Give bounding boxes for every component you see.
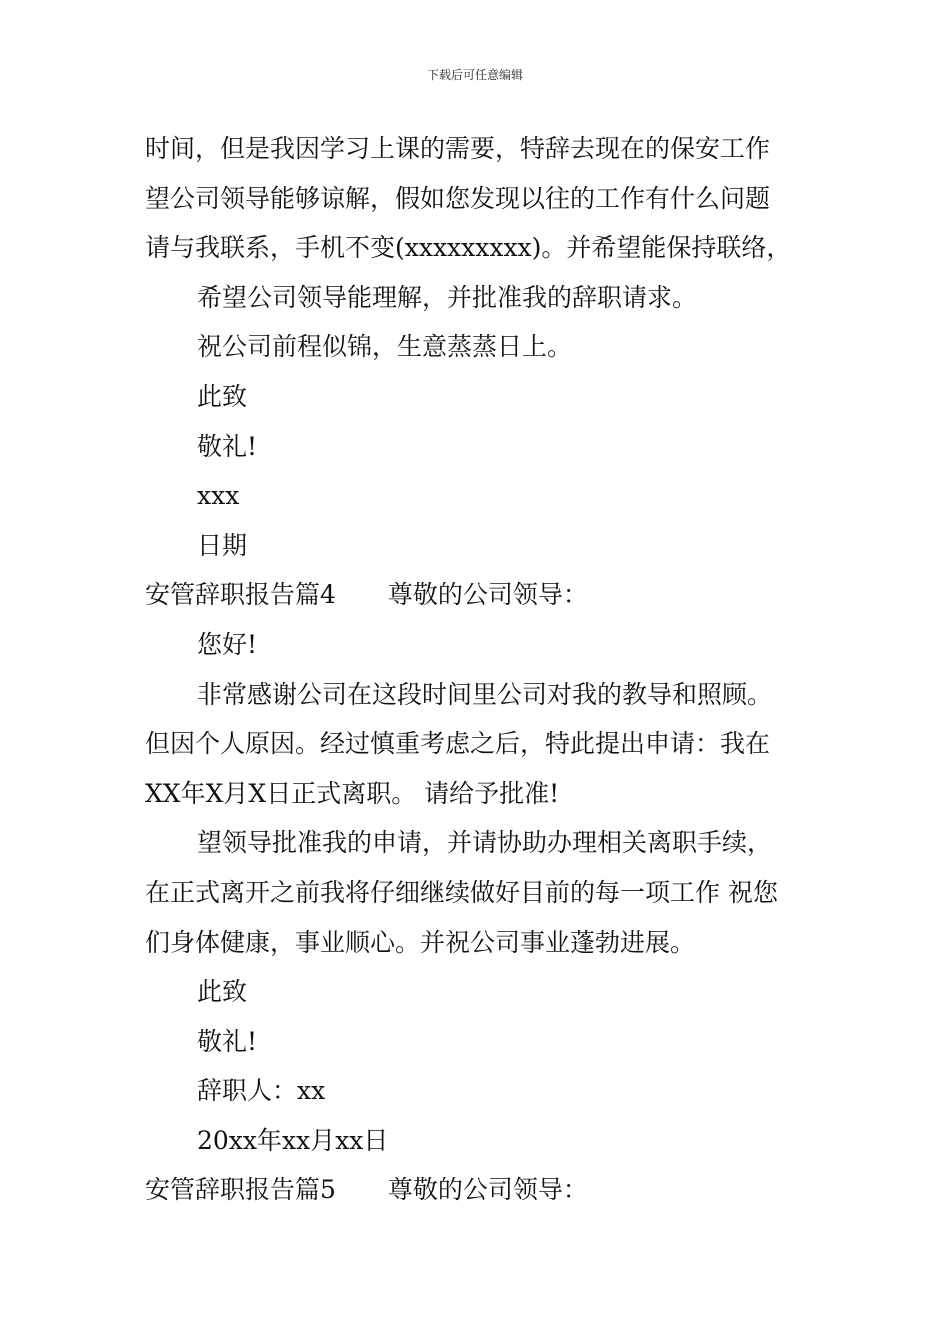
closing-line: 敬礼!	[197, 431, 258, 461]
paragraph-line: 时间，但是我因学习上课的需要，特辞去现在的保安工作	[145, 134, 771, 163]
paragraph-line: 但因个人原因。经过慎重考虑之后，特此提出申请：我在	[145, 729, 771, 759]
section-title: 安管辞职报告篇4	[145, 580, 336, 610]
greeting-line: 您好!	[197, 629, 258, 659]
signature-date: 20xx年xx月xx日	[197, 1125, 389, 1155]
paragraph-line: 希望公司领导能理解，并批准我的辞职请求。	[197, 282, 698, 312]
header-note: 下载后可任意编辑	[426, 68, 523, 82]
section-heading-4	[145, 570, 825, 620]
salutation: 尊敬的公司领导：	[387, 1175, 588, 1205]
document-body	[145, 124, 825, 1215]
paragraph-line: 望公司领导能够谅解，假如您发现以往的工作有什么问题	[145, 183, 771, 213]
paragraph-line: 请与我联系，手机不变(xxxxxxxxx)。并希望能保持联络，	[145, 233, 792, 263]
paragraph-line: 在正式离开之前我将仔细继续做好目前的每一项工作 祝您	[145, 877, 778, 907]
closing-line: 敬礼!	[197, 1026, 258, 1056]
section-title: 安管辞职报告篇5	[145, 1175, 336, 1205]
paragraph-line: 们身体健康，事业顺心。并祝公司事业蓬勃进展。	[145, 927, 696, 957]
paragraph-line: 非常感谢公司在这段时间里公司对我的教导和照顾。	[197, 679, 773, 709]
salutation: 尊敬的公司领导：	[387, 580, 588, 610]
signature-date: 日期	[197, 530, 248, 560]
paragraph-line: 祝公司前程似锦，生意蒸蒸日上。	[197, 332, 573, 362]
signature-name: 辞职人：xx	[197, 1076, 326, 1106]
closing-line: 此致	[197, 977, 248, 1007]
section-heading-5	[145, 1165, 825, 1215]
paragraph-line: XX年X月X日正式离职。 请给予批准!	[145, 778, 560, 808]
paragraph-line: 望领导批准我的申请，并请协助办理相关离职手续，	[197, 828, 773, 858]
signature-name: xxx	[197, 481, 240, 511]
closing-line: 此致	[197, 381, 248, 411]
